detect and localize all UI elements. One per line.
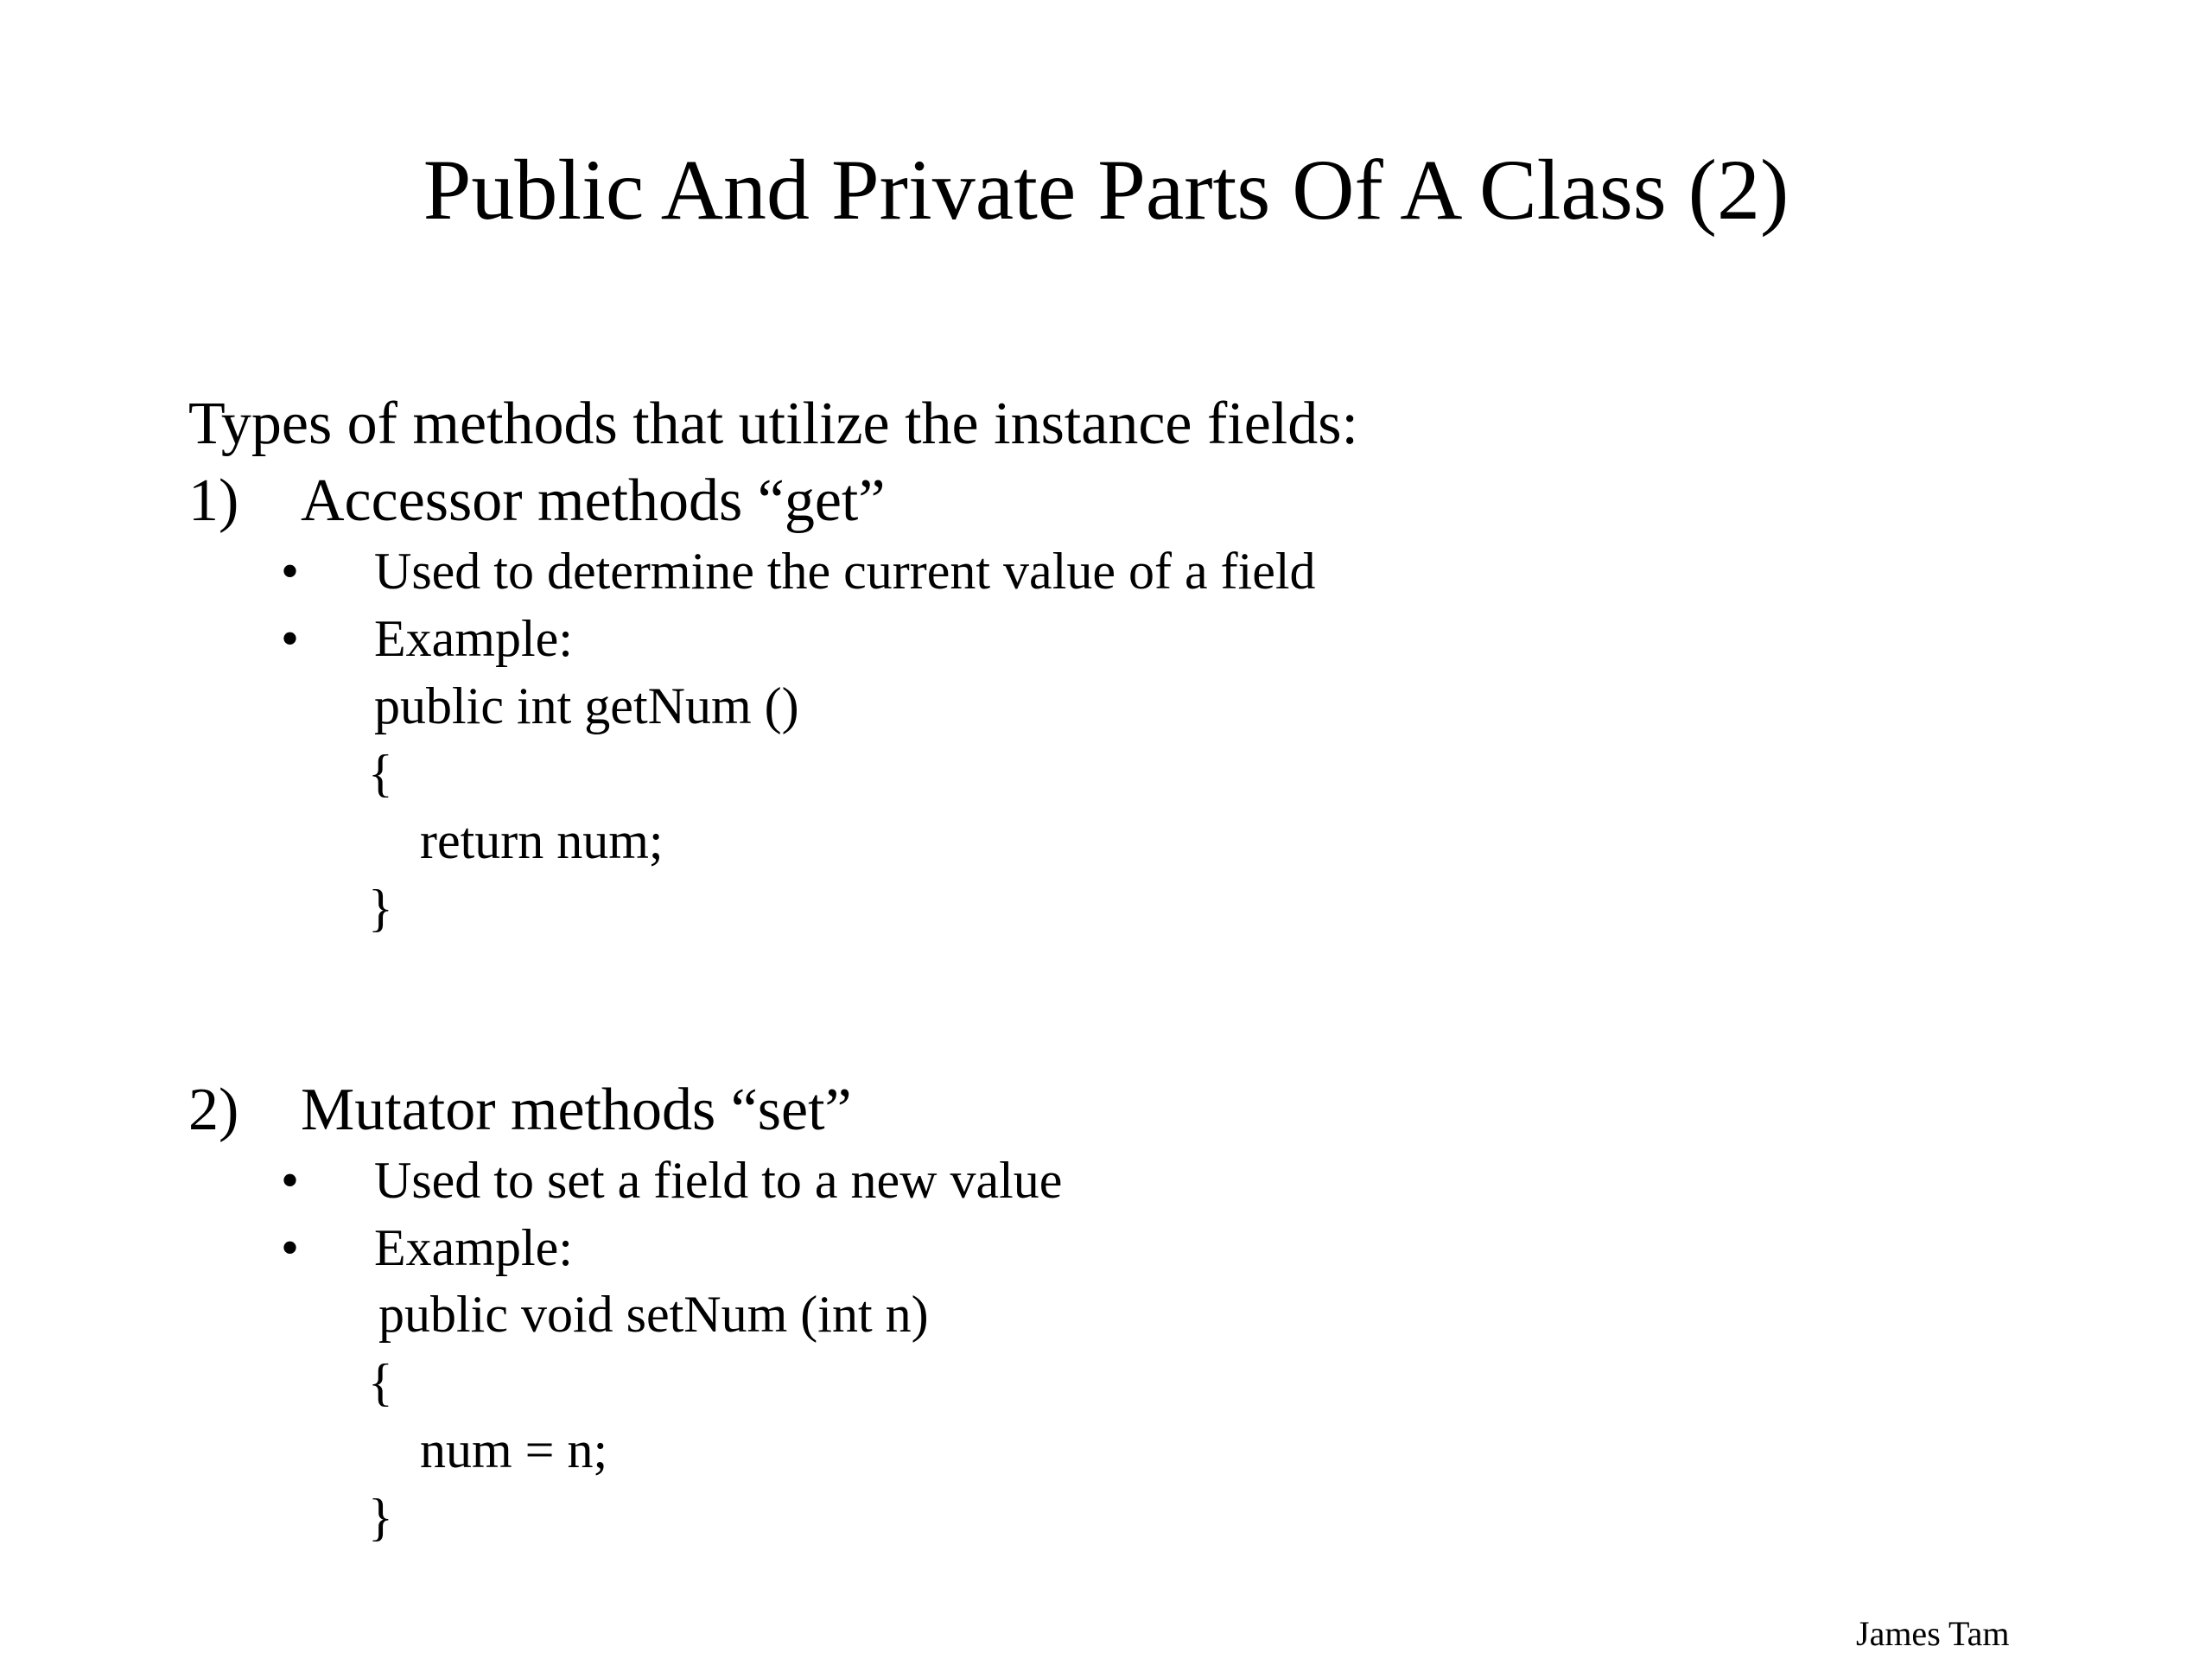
bullet-marker: •	[281, 1152, 300, 1209]
slide-title: Public And Private Parts Of A Class (2)	[423, 142, 1789, 238]
code-line: {	[368, 745, 393, 802]
bullet-marker: •	[281, 1219, 300, 1276]
section-heading: Mutator methods “set”	[301, 1077, 852, 1143]
code-line: }	[368, 1489, 393, 1546]
bullet-text: Used to set a field to a new value	[374, 1152, 1063, 1209]
code-line: }	[368, 880, 393, 937]
intro-text: Types of methods that utilize the instance fields:	[188, 391, 1358, 457]
footer-author: James Tam	[1856, 1614, 2010, 1653]
section-number: 2)	[188, 1077, 239, 1143]
bullet-text: Example:	[374, 610, 573, 667]
code-line: return num;	[420, 812, 664, 869]
bullet-text: Used to determine the current value of a field	[374, 543, 1316, 600]
code-line: public void setNum (int n)	[378, 1286, 929, 1343]
bullet-text: Example:	[374, 1219, 573, 1276]
bullet-marker: •	[281, 610, 300, 667]
section-number: 1)	[188, 467, 239, 534]
section-heading: Accessor methods “get”	[301, 467, 886, 534]
code-line: {	[368, 1354, 393, 1411]
code-line: public int getNum ()	[374, 677, 799, 734]
bullet-marker: •	[281, 543, 300, 600]
code-line: num = n;	[420, 1421, 608, 1478]
